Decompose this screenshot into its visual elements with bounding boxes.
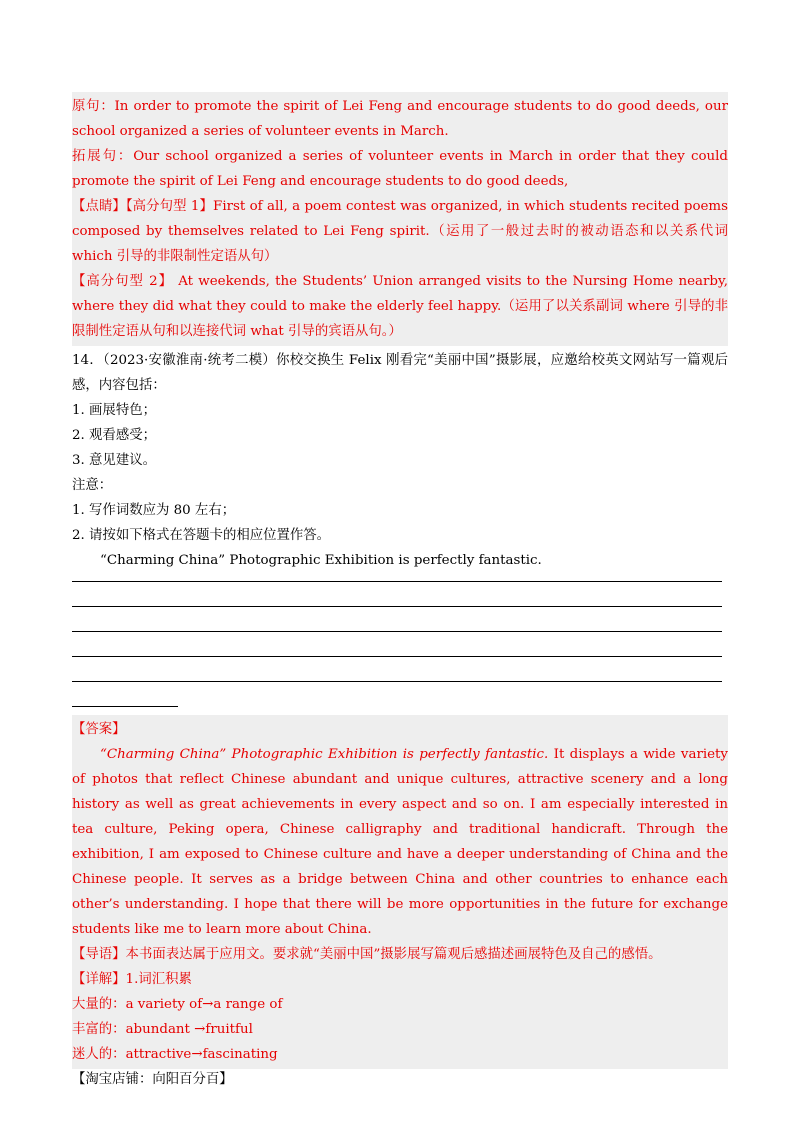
question-item: 1. 画展特色； xyxy=(72,403,156,418)
answer-block xyxy=(72,715,728,1069)
answer-guide: 【导语】本书面表达属于应用文。要求就“美丽中国”摄影展写篇观后感描述画展特色及自己的感悟。 xyxy=(72,947,662,962)
note-item: 1. 写作词数应为 80 左右； xyxy=(72,503,236,518)
writing-line[interactable] xyxy=(72,632,722,657)
vocab-en: attractive→fascinating xyxy=(125,1047,278,1062)
essay-starter: “Charming China” Photographic Exhibition is perfectly fantastic. xyxy=(100,553,542,568)
answer-lines xyxy=(72,579,728,707)
footer-shop: 【淘宝店铺：向阳百分百】 xyxy=(72,1072,233,1087)
writing-line-short[interactable] xyxy=(72,682,178,707)
vocab-cn: 迷人的： xyxy=(72,1047,126,1062)
answer-essay xyxy=(72,742,728,942)
document-page xyxy=(72,92,728,1069)
expanded-sentence xyxy=(72,144,728,194)
tip-2 xyxy=(72,269,728,344)
vocab-item xyxy=(72,992,728,1017)
vocab-item xyxy=(72,1042,728,1067)
expanded-label: 拓展句： xyxy=(72,149,134,164)
original-text: In order to promote the spirit of Lei Feng and encourage students to do good deeds, our school organized a series of volunteer events in March. xyxy=(72,99,728,139)
question-block xyxy=(72,348,728,573)
writing-line[interactable] xyxy=(72,607,722,632)
detail-label: 【详解】1.词汇积累 xyxy=(72,972,192,987)
vocab-cn: 丰富的： xyxy=(72,1022,126,1037)
tip1-label: 【点睛】【高分句型 1】 xyxy=(72,199,214,214)
vocab-en: a variety of→a range of xyxy=(125,997,283,1012)
original-sentence xyxy=(72,94,728,144)
vocab-item xyxy=(72,1017,728,1042)
question-item: 3. 意见建议。 xyxy=(72,453,156,468)
question-item: 2. 观看感受； xyxy=(72,428,156,443)
answer-body: It displays a wide variety of photos that reflect Chinese abundant and unique cultures, attractive scenery and a long history as well as great achievements in every aspect and so on. I am especially interested in tea culture, Peking opera, Chinese calligraphy and traditional handicraft. Through the exhibition, I am exposed to Chinese culture and have a deeper understanding of China and the Chinese people. It serves as a bridge between China and other countries to enhance each other’s understanding. I hope that there will be more opportunities in the future for exchange students like me to learn more about China. xyxy=(72,747,728,937)
tip2-label: 【高分句型 2】 xyxy=(72,274,173,289)
tip1-text: First of all, a poem contest was organized, in which students recited poems composed by themselves related to Lei Feng spirit.（运用了一般过去时的被动语态和以关系代词 which 引导的非限制性定语从句） xyxy=(72,199,728,264)
note-item: 2. 请按如下格式在答题卡的相应位置作答。 xyxy=(72,528,331,543)
answer-starter: “Charming China” Photographic Exhibition is perfectly fantastic. xyxy=(100,747,549,762)
question-prompt: 14．（2023·安徽淮南·统考二模）你校交换生 Felix 刚看完“美丽中国”摄影展，应邀给校英文网站写一篇观后感，内容包括： xyxy=(72,353,728,393)
writing-line[interactable] xyxy=(72,657,722,682)
tip-1 xyxy=(72,194,728,269)
note-label: 注意： xyxy=(72,478,113,493)
tip2-text: At weekends, the Students’ Union arranged visits to the Nursing Home nearby, where they did what they could to make the elderly feel happy.（运用了以关系副词 where 引导的非限制性定语从句和以连接代词 what 引导的宾语从句。） xyxy=(72,274,728,339)
vocab-cn: 大量的： xyxy=(72,997,126,1012)
original-label: 原句： xyxy=(72,99,115,114)
answer-label: 【答案】 xyxy=(72,722,126,737)
vocab-en: abundant →fruitful xyxy=(125,1022,253,1037)
writing-line[interactable] xyxy=(72,582,722,607)
expanded-text: Our school organized a series of volunteer events in March in order that they could promote the spirit of Lei Feng and encourage students to do good deeds, xyxy=(72,149,728,189)
example-block xyxy=(72,92,728,346)
